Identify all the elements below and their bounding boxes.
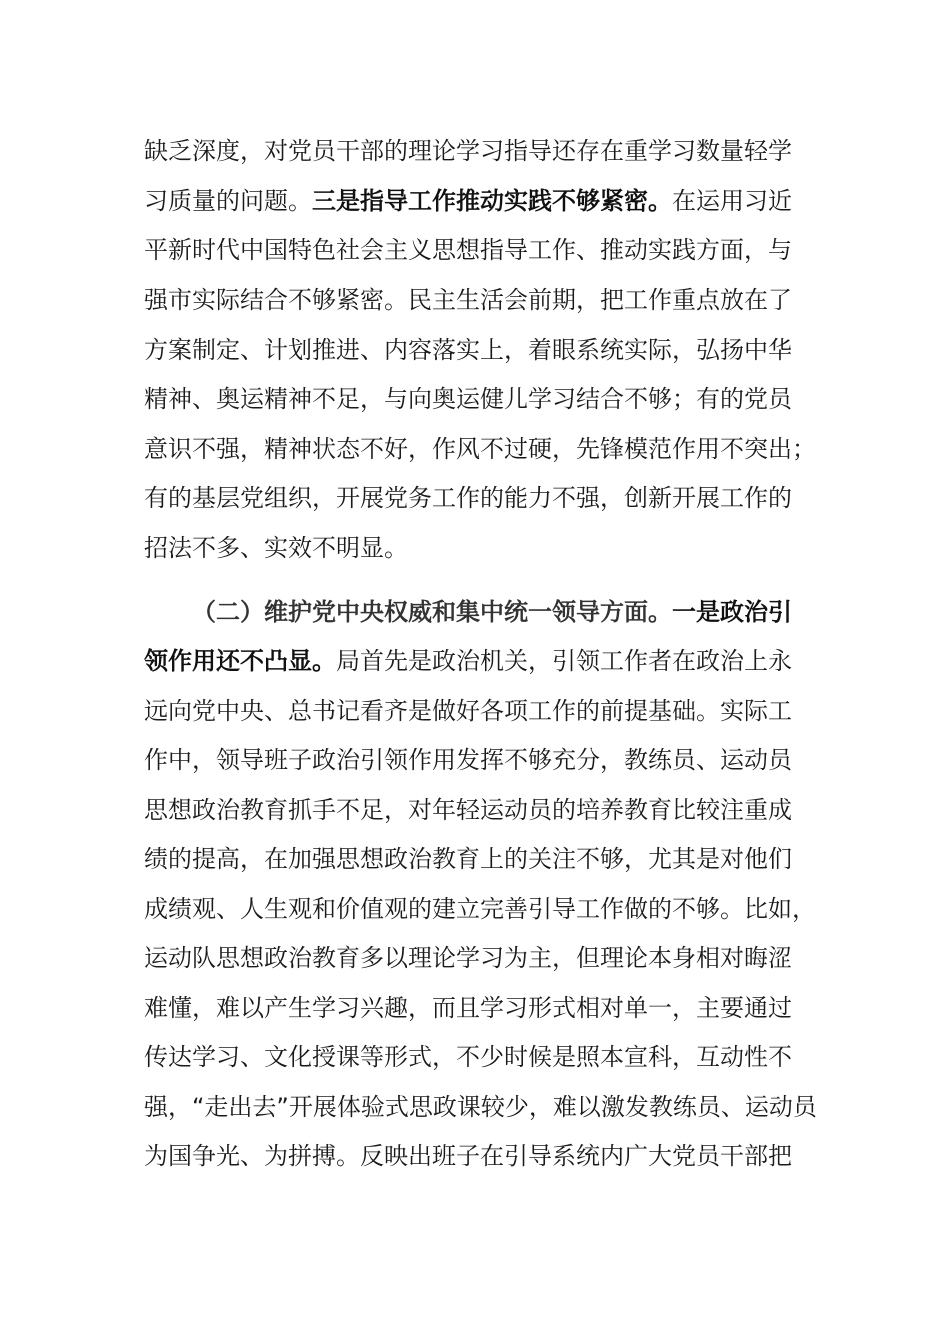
text-line	[144, 641, 844, 681]
text-line	[144, 230, 844, 270]
text-run: 思想政治教育抓手不足，对年轻运动员的培养教育比较注重成	[144, 796, 792, 824]
text-run: 运动队思想政治教育多以理论学习为主，但理论本身相对晦涩	[144, 944, 792, 972]
text-run: 强市实际结合不够紧密。民主生活会前期，把工作重点放在了	[144, 286, 792, 314]
text-line	[144, 528, 844, 568]
text-line	[144, 1136, 844, 1176]
text-run: 方案制定、计划推进、内容落实上，着眼系统实际，弘扬中华	[144, 336, 792, 364]
text-run: 意识不强，精神状态不好，作风不过硬，先锋模范作用不突出；	[144, 435, 816, 463]
text-run: 平新时代中国特色社会主义思想指导工作、推动实践方面，与	[144, 236, 792, 264]
text-run: 局首先是政治机关，引领工作者在政治上永	[336, 647, 792, 675]
text-run: 招法不多、实效不明显。	[144, 534, 408, 562]
text-line	[144, 181, 844, 221]
text-line	[144, 1037, 844, 1077]
text-run: 缺乏深度，对党员干部的理论学习指导还存在重学习数量轻学	[144, 137, 792, 165]
text-run: 强，“走出去”开展体验式思政课较少，难以激发教练员、运动员	[144, 1093, 817, 1121]
text-run: 习质量的问题。	[144, 187, 312, 215]
text-line	[144, 740, 844, 780]
text-run: 传达学习、文化授课等形式，不少时候是照本宣科，互动性不	[144, 1043, 792, 1071]
bold-text-run: 三是指导工作推动实践不够紧密。	[312, 187, 672, 215]
text-line	[144, 131, 844, 171]
text-run: 作中，领导班子政治引领作用发挥不够充分，教练员、运动员	[144, 746, 792, 774]
text-run: 为国争光、为拼搏。反映出班子在引导系统内广大党员干部把	[144, 1142, 792, 1170]
text-line	[144, 790, 844, 830]
text-line	[144, 938, 844, 978]
text-run: 难懂，难以产生学习兴趣，而且学习形式相对单一，主要通过	[144, 994, 792, 1022]
section-heading-line	[192, 592, 844, 632]
text-run: 在运用习近	[672, 187, 792, 215]
text-line	[144, 478, 844, 518]
section-heading: （二）维护党中央权威和集中统一领导方面。	[192, 598, 672, 626]
text-line	[144, 379, 844, 419]
text-run: 远向党中央、总书记看齐是做好各项工作的前提基础。实际工	[144, 697, 792, 725]
text-run: 成绩观、人生观和价值观的建立完善引导工作做的不够。比如，	[144, 895, 816, 923]
bold-text-run: 领作用还不凸显。	[144, 647, 336, 675]
text-line	[144, 429, 844, 469]
text-run: 精神、奥运精神不足，与向奥运健儿学习结合不够；有的党员	[144, 385, 792, 413]
text-line	[144, 691, 844, 731]
text-line	[144, 988, 844, 1028]
text-line	[144, 330, 844, 370]
text-line	[144, 889, 844, 929]
text-line	[144, 280, 844, 320]
text-run: 有的基层党组织，开展党务工作的能力不强，创新开展工作的	[144, 484, 792, 512]
text-run: 绩的提高，在加强思想政治教育上的关注不够，尤其是对他们	[144, 845, 792, 873]
bold-text-run: 一是政治引	[672, 598, 792, 626]
text-line	[144, 839, 844, 879]
text-line	[144, 1087, 844, 1127]
